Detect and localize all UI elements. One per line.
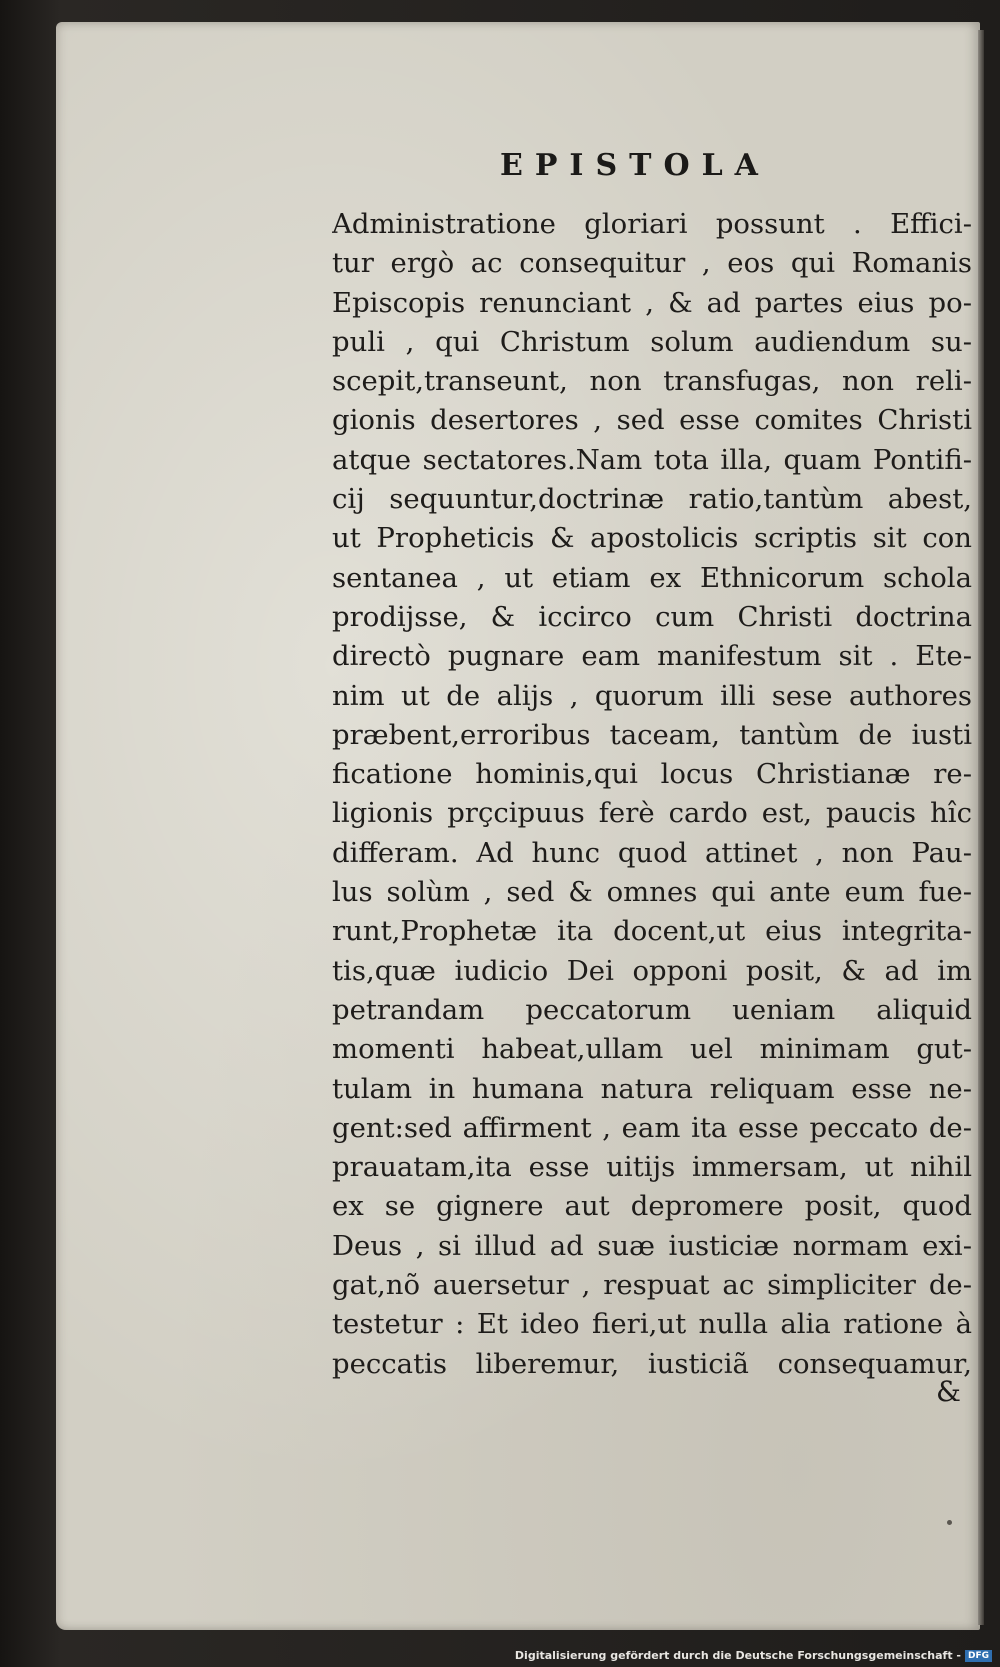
text-line: peccatis liberemur, iusticiã consequamur, <box>332 1347 972 1380</box>
text-line: atque sectatores.Nam tota illa, quam Pontifi- <box>332 443 972 476</box>
text-line: præbent,erroribus taceam, tantùm de iusti <box>332 718 972 751</box>
text-line: ficatione hominis,qui locus Christianæ re- <box>332 758 972 791</box>
text-line: gionis desertores , sed esse comites Christi <box>332 404 972 437</box>
text-line: gent:sed affirment , eam ita esse peccato de- <box>332 1111 972 1144</box>
text-line: ut Propheticis & apostolicis scriptis sit con <box>332 522 972 555</box>
text-line: Administratione gloriari possunt . Effici- <box>332 208 972 240</box>
text-line: puli , qui Christum solum audiendum su- <box>332 325 972 358</box>
text-line: nim ut de alijs , quorum illi sese authores <box>332 679 972 712</box>
text-line: tulam in humana natura reliquam esse ne- <box>332 1072 972 1105</box>
text-line: cij sequuntur,doctrinæ ratio,tantùm abest, <box>332 483 972 516</box>
text-line: scepit,transeunt, non transfugas, non reli- <box>332 365 972 398</box>
text-line: tur ergò ac consequitur , eos qui Romanis <box>332 247 972 280</box>
text-line: momenti habeat,ullam uel minimam gut- <box>332 1033 972 1066</box>
text-line: directò pugnare eam manifestum sit . Ete- <box>332 640 972 673</box>
text-line: Episcopis renunciant , & ad partes eius po- <box>332 286 972 319</box>
text-line: prauatam,ita esse uitijs immersam, ut nihil <box>332 1151 972 1184</box>
text-line: ligionis prçcipuus ferè cardo est, paucis hîc <box>332 797 972 830</box>
text-line: gat,nõ auersetur , respuat ac simpliciter de- <box>332 1269 972 1302</box>
footer-text: Digitalisierung gefördert durch die Deutsche Forschungsgemeinschaft - <box>514 1649 961 1662</box>
text-line: runt,Prophetæ ita docent,ut eius integrita- <box>332 915 972 948</box>
page-edge <box>978 30 984 1625</box>
text-line: lus solùm , sed & omnes qui ante eum fue- <box>332 876 972 909</box>
dfg-logo-icon: DFG <box>965 1650 992 1662</box>
text-line: Deus , si illud ad suæ iusticiæ normam exi- <box>332 1229 972 1262</box>
text-line: differam. Ad hunc quod attinet , non Pau- <box>332 836 972 869</box>
text-line: testetur : Et ideo fieri,ut nulla alia ratione à <box>332 1308 972 1341</box>
text-line: sentanea , ut etiam ex Ethnicorum schola <box>332 561 972 594</box>
running-header: EPISTOLA <box>500 148 770 183</box>
ink-speck <box>947 1520 952 1525</box>
text-line: petrandam peccatorum ueniam aliquid <box>332 993 972 1026</box>
digitization-footer <box>515 1649 992 1662</box>
text-line: ex se gignere aut depromere posit, quod <box>332 1190 972 1223</box>
catchword: & <box>936 1375 961 1408</box>
text-line: tis,quæ iudicio Dei opponi posit, & ad im <box>332 954 972 987</box>
body-text <box>332 205 972 1384</box>
text-line: prodijsse, & iccirco cum Christi doctrina <box>332 600 972 633</box>
